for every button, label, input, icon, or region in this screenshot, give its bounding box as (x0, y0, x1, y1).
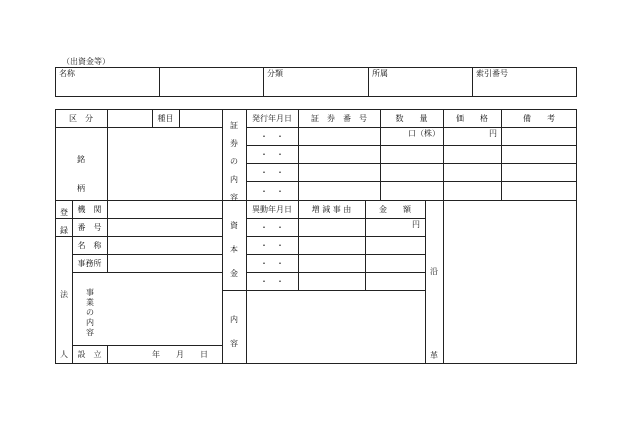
date-dots: ・ ・ (260, 259, 284, 268)
yen-label: 円 (489, 129, 497, 138)
row-line (55, 218, 222, 219)
col-line (107, 200, 108, 272)
remarks-header: 備 考 (523, 114, 555, 123)
jimusho-label: 事務所 (77, 259, 102, 268)
row-line (246, 272, 425, 273)
row-line (246, 163, 577, 164)
change-date-header: 異動年月日 (252, 205, 292, 214)
row-line (246, 218, 425, 219)
col-line (222, 109, 223, 364)
date-dots: ・ ・ (260, 168, 284, 177)
kikan-label: 機 関 (77, 205, 102, 214)
date-dots: ・ ・ (260, 277, 284, 286)
row-line (222, 200, 577, 201)
established-ymd: 年 月 日 (152, 350, 208, 359)
meigara-label: 銘柄 (77, 155, 85, 193)
divider (368, 67, 369, 97)
unit-label: 口（株） (408, 129, 440, 138)
row-line (246, 145, 577, 146)
shumoku-label: 種目 (157, 114, 174, 123)
naiyou-label: 内容 (230, 315, 238, 348)
col-line (443, 200, 444, 364)
change-reason-header: 増 減 事 由 (311, 205, 352, 214)
bangou-label: 番 号 (77, 223, 102, 232)
row-line (246, 254, 425, 255)
divider (159, 67, 160, 97)
enkaku-label: 沿革 (430, 267, 438, 360)
col-line (179, 109, 180, 127)
row-line (222, 290, 425, 291)
date-dots: ・ ・ (260, 241, 284, 250)
row-line (72, 345, 222, 346)
issue-date-header: 発行年月日 (252, 114, 292, 123)
houjin-label: 法人 (60, 290, 68, 359)
touroku-label: 登録 (60, 208, 68, 235)
date-dots: ・ ・ (260, 150, 284, 159)
jigyou-label: 事業の内容 (86, 288, 94, 337)
price-header: 価 格 (456, 114, 488, 123)
row-line (55, 236, 222, 237)
divider (263, 67, 264, 97)
name-label: 名称 (59, 69, 75, 78)
row-line (246, 127, 577, 128)
affiliation-label: 所属 (372, 69, 388, 78)
security-number-header: 証 券 番 号 (311, 114, 367, 123)
amount-header: 金 額 (379, 205, 411, 214)
row-line (246, 236, 425, 237)
index-number-label: 索引番号 (476, 69, 508, 78)
col-line (107, 109, 108, 200)
meishou-label: 名 称 (77, 241, 102, 250)
date-dots: ・ ・ (260, 187, 284, 196)
form-type-label: （出資金等） (62, 57, 110, 66)
divider (472, 67, 473, 97)
shoken-naiyou-label: 証券の内容 (230, 121, 238, 202)
shihonkin-label: 資本金 (230, 221, 238, 278)
yen-label: 円 (412, 220, 420, 229)
kubun-label: 区 分 (69, 114, 93, 123)
quantity-header: 数 量 (395, 114, 428, 123)
category-label: 分類 (267, 69, 283, 78)
row-line (246, 181, 577, 182)
setsuritsu-label: 設 立 (77, 350, 102, 359)
date-dots: ・ ・ (260, 132, 284, 141)
col-line (425, 200, 426, 364)
col-line (107, 345, 108, 364)
row-line (72, 254, 222, 255)
row-line (55, 127, 222, 128)
row-line (72, 272, 222, 273)
date-dots: ・ ・ (260, 223, 284, 232)
